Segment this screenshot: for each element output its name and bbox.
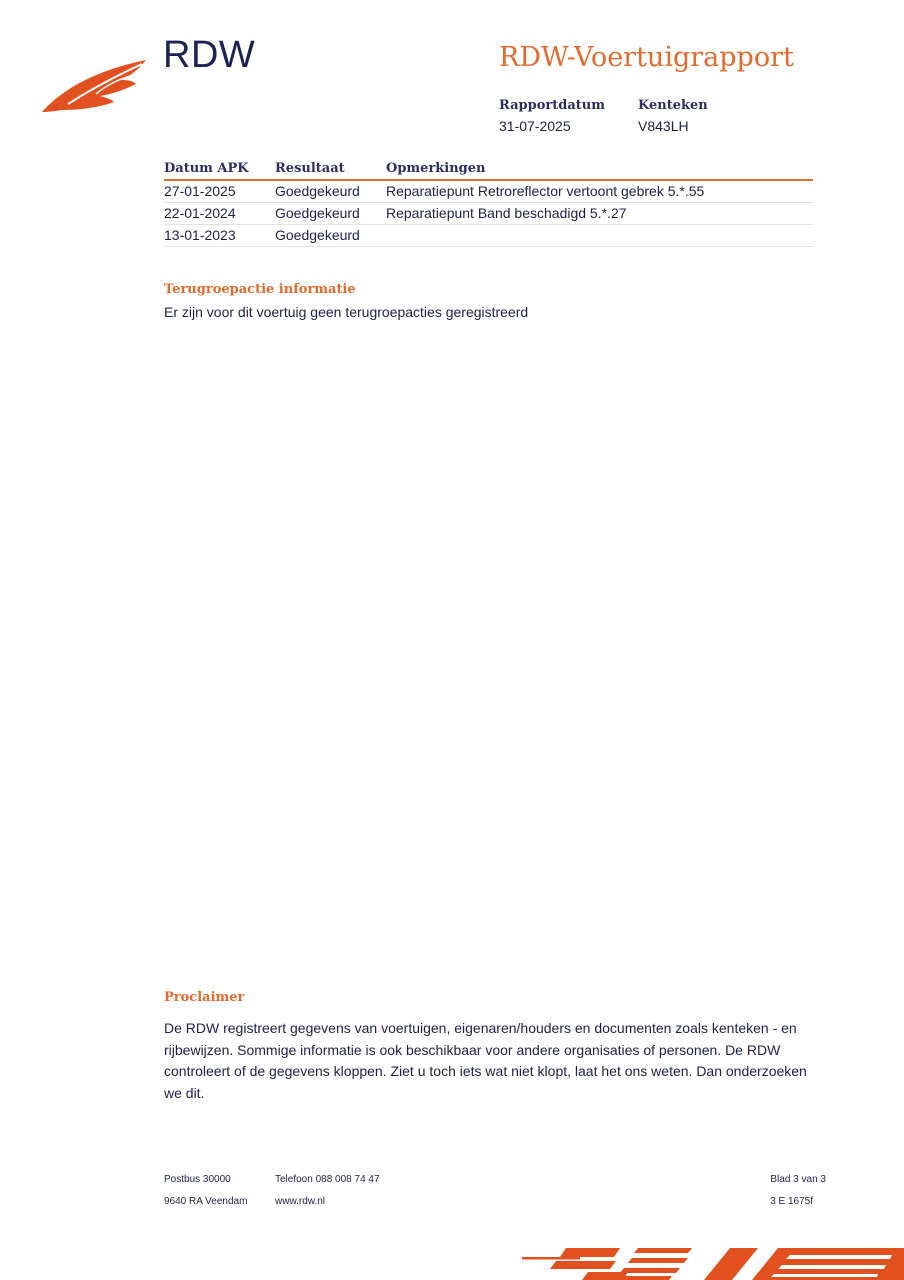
footer-website: www.rdw.nl [275, 1196, 326, 1207]
recall-text: Er zijn voor dit voertuig geen terugroepacties geregistreerd [164, 304, 529, 320]
plate-value: V843LH [638, 118, 689, 134]
rdw-feather-logo-icon [38, 54, 150, 116]
footer-doc-code: 3 E 1675f [770, 1196, 813, 1207]
footer-address-line1: Postbus 30000 [164, 1174, 231, 1185]
apk-header-row [164, 159, 813, 180]
apk-date: 22-01-2024 [164, 203, 275, 225]
apk-remark: Reparatiepunt Retroreflector vertoont gebrek 5.*.55 [386, 180, 813, 203]
apk-header-result: Resultaat [275, 159, 386, 180]
apk-result: Goedgekeurd [275, 203, 386, 225]
proclaimer-text: De RDW registreert gegevens van voertuigen, eigenaren/houders en documenten zoals kenteken - en rijbewijzen. Sommige informatie is ook beschikbaar voor andere organisaties of personen. De RDW controleert of de gegevens kloppen. Ziet u toch iets wat niet klopt, laat het ons weten. Dan onderzoeken we dit. [164, 1020, 807, 1101]
rdw-logo-text: RDW [163, 34, 256, 76]
table-row [164, 180, 813, 203]
recall-title: Terugroepactie informatie [164, 282, 356, 297]
apk-date: 13-01-2023 [164, 225, 275, 247]
apk-header-date: Datum APK [164, 159, 275, 180]
table-row [164, 203, 813, 225]
plate-label: Kenteken [638, 98, 708, 113]
report-date-value: 31-07-2025 [499, 118, 571, 134]
report-date-label: Rapportdatum [499, 98, 605, 113]
footer-page-number: Blad 3 van 3 [770, 1174, 826, 1185]
orange-stripes-icon [520, 1244, 904, 1280]
table-row [164, 225, 813, 247]
apk-remark [386, 225, 813, 247]
report-date-block [499, 98, 605, 134]
apk-result: Goedgekeurd [275, 225, 386, 247]
footer-address-line2: 9640 RA Veendam [164, 1196, 248, 1207]
apk-header-remarks: Opmerkingen [386, 159, 813, 180]
proclaimer-title: Proclaimer [164, 990, 245, 1005]
apk-date: 27-01-2025 [164, 180, 275, 203]
report-title: RDW-Voertuigrapport [499, 42, 794, 73]
footer-phone: Telefoon 088 008 74 47 [275, 1174, 380, 1185]
apk-table [164, 159, 813, 247]
plate-block [638, 98, 708, 134]
apk-remark: Reparatiepunt Band beschadigd 5.*.27 [386, 203, 813, 225]
apk-result: Goedgekeurd [275, 180, 386, 203]
